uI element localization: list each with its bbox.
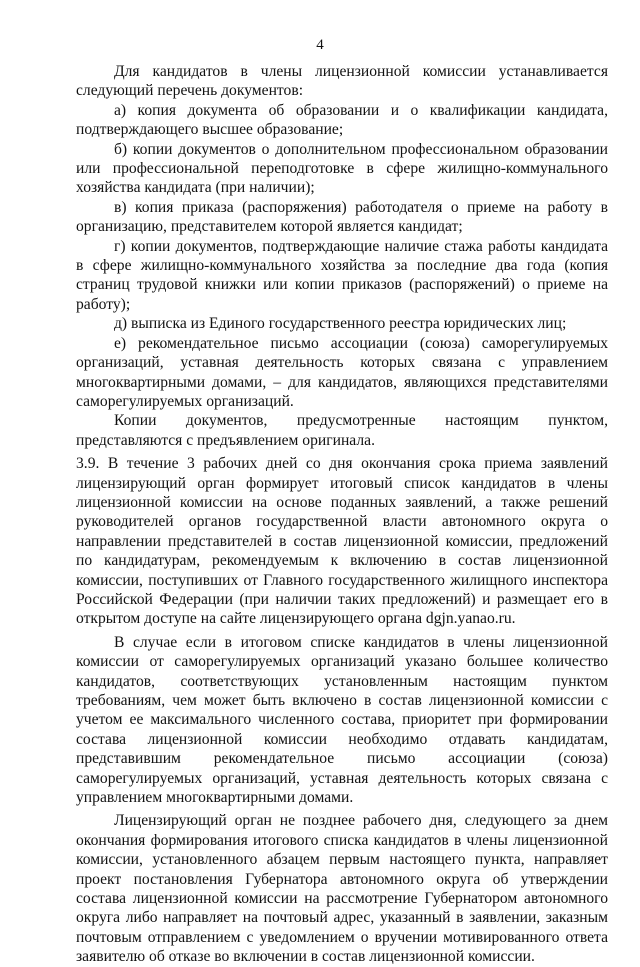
intro-paragraph: Для кандидатов в члены лицензионной комиссии устанавливается следующий перечень документов: (76, 63, 608, 100)
list-item-g: г) копии документов, подтверждающие наличие стажа работы кандидата в сфере жилищно-коммунального хозяйства за последние два года (копия страниц трудовой книжки или копии приказов (распоряжений) о приеме на работу); (76, 237, 608, 313)
clause-3-9-paragraph: 3.9. В течение 3 рабочих дней со дня окончания срока приема заявлений лицензирующий орган формирует итоговый список кандидатов в члены лицензионной комиссии на основе поданных заявлений, а также решений руководителей органов государственной власти автономного округа о направлении представителей в состав лицензионной комиссии, предложений по кандидатурам, рекомендуемым к включению в состав лицензионной комиссии, поступивших от Главного государственного жилищного инспектора Российской Федерации (при наличии таких предложений) и размещает его в открытом доступе на сайте лицензирующего органа dgjn.yanao.ru. (76, 455, 608, 628)
priority-paragraph: В случае если в итоговом списке кандидатов в члены лицензионной комиссии от саморегулируемых организаций указано большее количество кандидатов, соответствующих установленным настоящим пунктом требованиям, чем может быть включено в состав лицензионной комиссии с учетом ее максимального численного состава, приоритет при формировании состава лицензионной комиссии необходимо отдавать кандидатам, представившим рекомендательное письмо ассоциации (союза) саморегулируемых организаций, уставная деятельность которых связана с управлением многоквартирными домами. (76, 633, 608, 807)
list-item-e: е) рекомендательное письмо ассоциации (союза) саморегулируемых организаций, уставная деятельность которых связана с управлением многоквартирными домами, – для кандидатов, являющихся представителями саморегулируемых организаций. (76, 334, 608, 410)
list-item-d: д) выписка из Единого государственного реестра юридических лиц; (114, 315, 567, 333)
list-item-v: в) копия приказа (распоряжения) работодателя о приеме на работу в организацию, представителем которой является кандидат; (76, 198, 608, 236)
list-item-a: а) копия документа об образовании и о квалификации кандидата, подтверждающего высшее образование; (76, 101, 608, 139)
licensing-authority-paragraph: Лицензирующий орган не позднее рабочего дня, следующего за днем окончания формирования итогового списка кандидатов в члены лицензионной комиссии, установленного абзацем первым настоящего пункта, направляет проект постановления Губернатора автономного округа об утверждении состава лицензионной комиссии на рассмотрение Губернатором автономного округа либо направляет на почтовый адрес, указанный в заявлении, заказным почтовым отправлением с уведомлением о вручении мотивированного ответа заявителю об отказе во включении в состав лицензионной комиссии. (76, 812, 608, 966)
copies-paragraph: Копии документов, предусмотренные настоящим пунктом, представляются с предъявлением оригинала. (76, 412, 608, 449)
page-number: 4 (316, 37, 324, 53)
list-item-b: б) копии документов о дополнительном профессиональном образовании или профессиональной переподготовке в сфере жилищно-коммунального хозяйства кандидата (при наличии); (76, 140, 608, 197)
document-body (76, 62, 608, 967)
